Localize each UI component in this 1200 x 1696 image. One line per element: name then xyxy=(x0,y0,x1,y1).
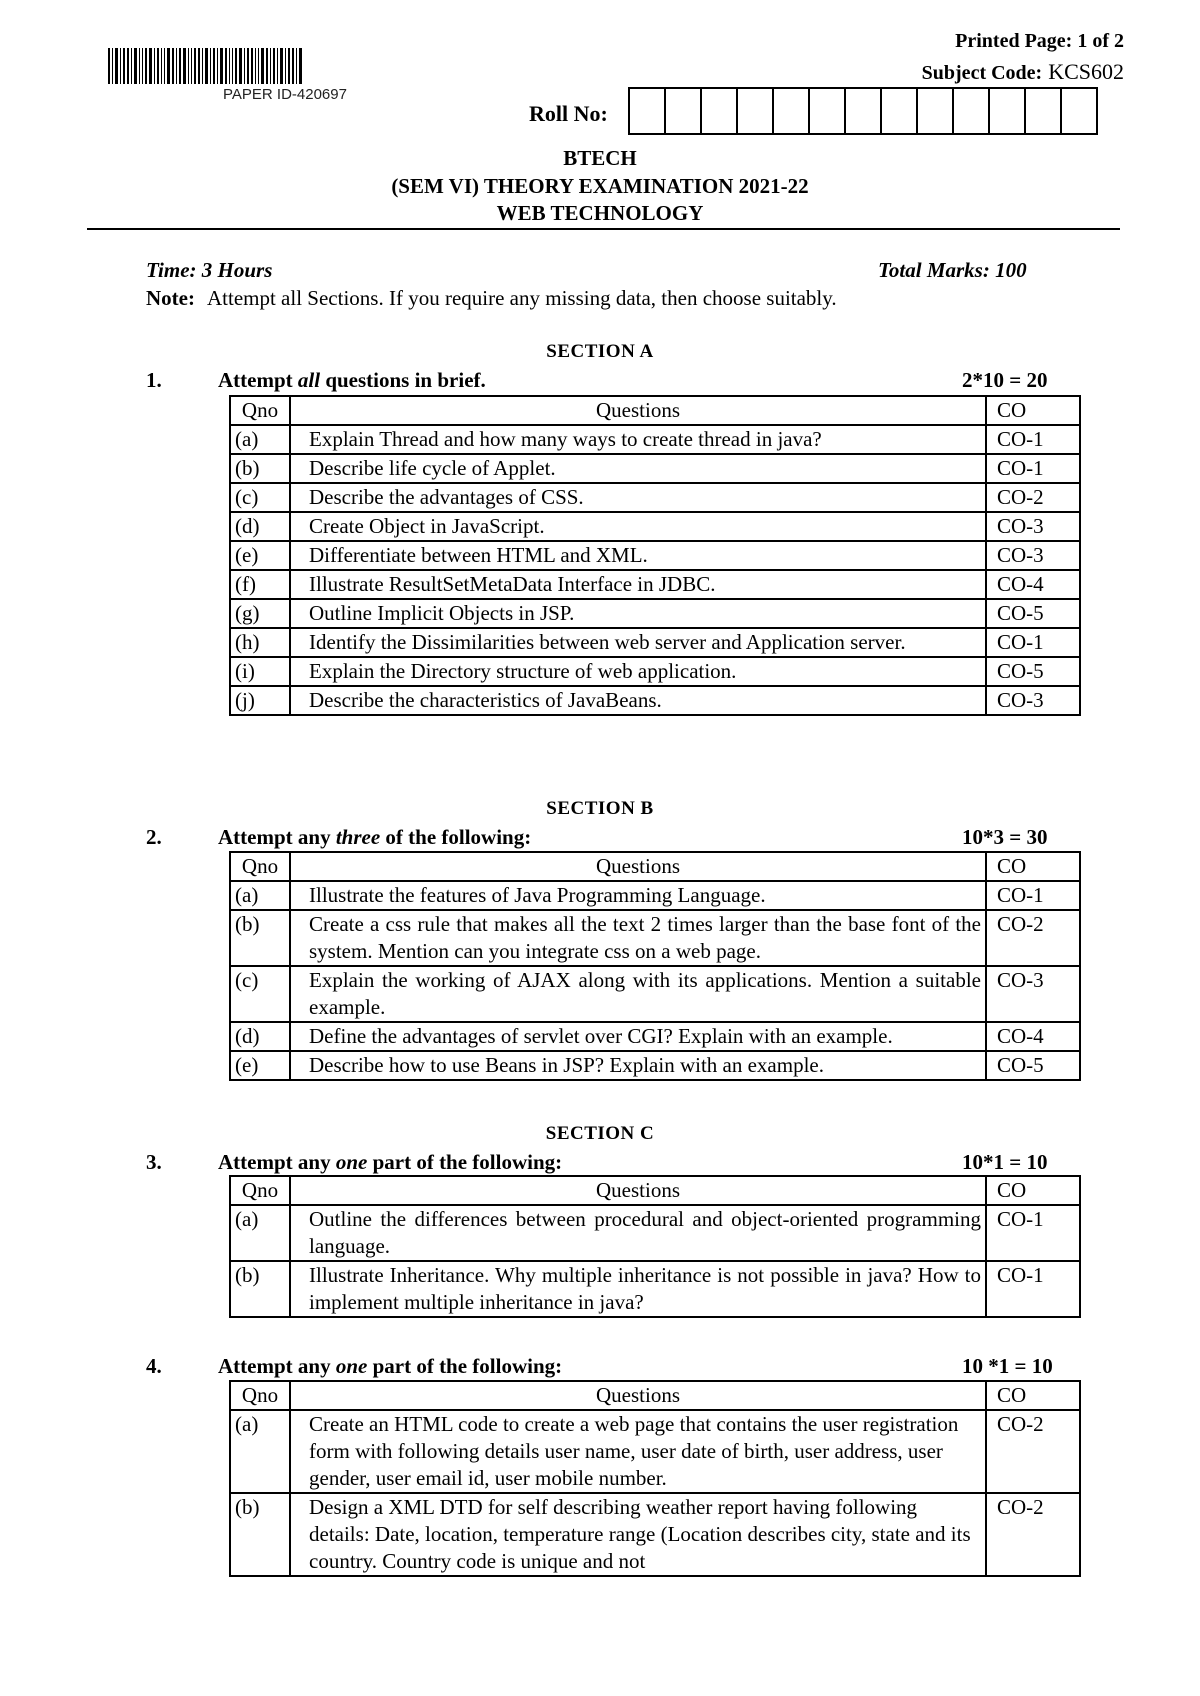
table-row xyxy=(230,483,1080,512)
table-row xyxy=(230,628,1080,657)
q4-marks: 10 *1 = 10 xyxy=(962,1354,1053,1378)
question-text: Identify the Dissimilarities between web server and Application server. xyxy=(290,628,986,657)
course-outcome: CO-1 xyxy=(986,1205,1080,1261)
roll-number-box[interactable] xyxy=(810,89,846,133)
subject-code-value: KCS602 xyxy=(1048,59,1124,84)
qno-header: Qno xyxy=(230,1176,290,1205)
paper-id: PAPER ID-420697 xyxy=(223,86,347,103)
question-label: (c) xyxy=(230,966,290,1022)
table-row xyxy=(230,1205,1080,1261)
course-outcome: CO-1 xyxy=(986,1261,1080,1317)
course-outcome: CO-2 xyxy=(986,1410,1080,1493)
question-text: Create an HTML code to create a web page that contains the user registration form with following details user name, user date of birth, user address, user gender, user email id, user mobile number. xyxy=(290,1410,986,1493)
note-text: Attempt all Sections. If you require any missing data, then choose suitably. xyxy=(206,286,837,310)
roll-number-box[interactable] xyxy=(954,89,990,133)
question-label: (c) xyxy=(230,483,290,512)
question-label: (i) xyxy=(230,657,290,686)
question-text: Describe the characteristics of JavaBeans. xyxy=(290,686,986,715)
qno-header: Qno xyxy=(230,852,290,881)
questions-header: Questions xyxy=(290,396,986,425)
question-label: (b) xyxy=(230,454,290,483)
course-outcome: CO-1 xyxy=(986,454,1080,483)
q4-table xyxy=(229,1380,1081,1577)
questions-header: Questions xyxy=(290,1381,986,1410)
section-a-title: SECTION A xyxy=(546,341,654,362)
question-text: Illustrate the features of Java Programming Language. xyxy=(290,881,986,910)
exam-time: Time: 3 Hours xyxy=(146,258,273,282)
q2-marks: 10*3 = 30 xyxy=(962,825,1048,849)
question-text: Outline Implicit Objects in JSP. xyxy=(290,599,986,628)
question-label: (e) xyxy=(230,541,290,570)
course-outcome: CO-1 xyxy=(986,628,1080,657)
question-text: Illustrate Inheritance. Why multiple inheritance is not possible in java? How to implement multiple inheritance in java? xyxy=(290,1261,986,1317)
question-text: Illustrate ResultSetMetaData Interface in JDBC. xyxy=(290,570,986,599)
course-outcome: CO-5 xyxy=(986,657,1080,686)
exam-name: (SEM VI) THEORY EXAMINATION 2021-22 xyxy=(391,174,809,198)
course-outcome: CO-2 xyxy=(986,1493,1080,1576)
question-text: Create Object in JavaScript. xyxy=(290,512,986,541)
roll-number-box[interactable] xyxy=(1026,89,1062,133)
roll-number-box[interactable] xyxy=(630,89,666,133)
roll-number-box[interactable] xyxy=(666,89,702,133)
question-text: Define the advantages of servlet over CGI? Explain with an example. xyxy=(290,1022,986,1051)
table-row xyxy=(230,1493,1080,1576)
subject-code xyxy=(922,59,1124,85)
question-text: Describe the advantages of CSS. xyxy=(290,483,986,512)
q3-marks: 10*1 = 10 xyxy=(962,1150,1048,1174)
q1-instruction: Attempt all questions in brief. xyxy=(218,368,486,392)
table-row xyxy=(230,425,1080,454)
question-label: (b) xyxy=(230,1261,290,1317)
table-row xyxy=(230,657,1080,686)
course-outcome: CO-3 xyxy=(986,512,1080,541)
q1-marks: 2*10 = 20 xyxy=(962,368,1048,392)
table-row xyxy=(230,966,1080,1022)
question-text: Explain the working of AJAX along with its applications. Mention a suitable example. xyxy=(290,966,986,1022)
section-a-table xyxy=(229,395,1081,716)
co-header: CO xyxy=(986,1381,1080,1410)
roll-number-label: Roll No: xyxy=(529,101,608,126)
question-label: (j) xyxy=(230,686,290,715)
questions-header: Questions xyxy=(290,1176,986,1205)
q3-instruction: Attempt any one part of the following: xyxy=(218,1150,563,1174)
note xyxy=(146,286,837,311)
course-outcome: CO-5 xyxy=(986,599,1080,628)
table-row xyxy=(230,881,1080,910)
roll-number-box[interactable] xyxy=(918,89,954,133)
table-row xyxy=(230,599,1080,628)
table-header-row xyxy=(230,1381,1080,1410)
q4-instruction: Attempt any one part of the following: xyxy=(218,1354,563,1378)
question-label: (a) xyxy=(230,425,290,454)
qno-header: Qno xyxy=(230,396,290,425)
question-label: (a) xyxy=(230,1410,290,1493)
roll-number-box[interactable] xyxy=(1062,89,1098,133)
question-label: (d) xyxy=(230,512,290,541)
course-outcome: CO-1 xyxy=(986,881,1080,910)
section-c-title: SECTION C xyxy=(545,1123,655,1144)
course-outcome: CO-5 xyxy=(986,1051,1080,1080)
course-name: BTECH xyxy=(563,146,637,170)
question-text: Describe life cycle of Applet. xyxy=(290,454,986,483)
question-label: (d) xyxy=(230,1022,290,1051)
header-divider xyxy=(87,228,1120,230)
course-outcome: CO-2 xyxy=(986,483,1080,512)
section-b-table xyxy=(229,851,1081,1081)
course-outcome: CO-1 xyxy=(986,425,1080,454)
question-text: Create a css rule that makes all the text 2 times larger than the base font of the system. Mention can you integrate css on a web page. xyxy=(290,910,986,966)
subject-name: WEB TECHNOLOGY xyxy=(496,201,704,225)
table-row xyxy=(230,1051,1080,1080)
questions-header: Questions xyxy=(290,852,986,881)
question-text: Differentiate between HTML and XML. xyxy=(290,541,986,570)
question-text: Outline the differences between procedural and object-oriented programming language. xyxy=(290,1205,986,1261)
question-text: Explain the Directory structure of web application. xyxy=(290,657,986,686)
course-outcome: CO-2 xyxy=(986,910,1080,966)
barcode xyxy=(108,48,470,84)
note-label: Note: xyxy=(146,286,195,310)
q4-number: 4. xyxy=(146,1354,162,1378)
question-label: (a) xyxy=(230,881,290,910)
co-header: CO xyxy=(986,396,1080,425)
course-outcome: CO-3 xyxy=(986,966,1080,1022)
roll-number-box[interactable] xyxy=(846,89,882,133)
q3-number: 3. xyxy=(146,1150,162,1174)
question-label: (h) xyxy=(230,628,290,657)
printed-page: Printed Page: 1 of 2 xyxy=(955,30,1124,52)
roll-number-boxes[interactable] xyxy=(628,87,1098,135)
roll-number-box[interactable] xyxy=(882,89,918,133)
course-outcome: CO-4 xyxy=(986,1022,1080,1051)
roll-number-box[interactable] xyxy=(738,89,774,133)
table-row xyxy=(230,512,1080,541)
table-row xyxy=(230,1410,1080,1493)
roll-number-box[interactable] xyxy=(990,89,1026,133)
course-outcome: CO-3 xyxy=(986,541,1080,570)
roll-number-box[interactable] xyxy=(774,89,810,133)
qno-header: Qno xyxy=(230,1381,290,1410)
co-header: CO xyxy=(986,1176,1080,1205)
section-b-title: SECTION B xyxy=(546,798,654,819)
question-label: (a) xyxy=(230,1205,290,1261)
subject-code-label: Subject Code: xyxy=(921,62,1043,84)
table-row xyxy=(230,541,1080,570)
roll-number-box[interactable] xyxy=(702,89,738,133)
course-outcome: CO-3 xyxy=(986,686,1080,715)
co-header: CO xyxy=(986,852,1080,881)
course-outcome: CO-4 xyxy=(986,570,1080,599)
table-header-row xyxy=(230,396,1080,425)
question-label: (b) xyxy=(230,1493,290,1576)
table-row xyxy=(230,686,1080,715)
question-label: (f) xyxy=(230,570,290,599)
table-header-row xyxy=(230,852,1080,881)
table-row xyxy=(230,570,1080,599)
question-text: Design a XML DTD for self describing weather report having following details: Date, location, temperature range (Location describes city, state and its country. Country code is unique and not xyxy=(290,1493,986,1576)
question-label: (b) xyxy=(230,910,290,966)
table-row xyxy=(230,1022,1080,1051)
table-header-row xyxy=(230,1176,1080,1205)
q3-table xyxy=(229,1175,1081,1318)
q1-number: 1. xyxy=(146,368,162,392)
table-row xyxy=(230,910,1080,966)
total-marks: Total Marks: 100 xyxy=(878,258,1027,282)
table-row xyxy=(230,454,1080,483)
question-label: (e) xyxy=(230,1051,290,1080)
question-text: Describe how to use Beans in JSP? Explain with an example. xyxy=(290,1051,986,1080)
question-text: Explain Thread and how many ways to create thread in java? xyxy=(290,425,986,454)
question-label: (g) xyxy=(230,599,290,628)
q2-number: 2. xyxy=(146,825,162,849)
q2-instruction: Attempt any three of the following: xyxy=(218,825,532,849)
table-row xyxy=(230,1261,1080,1317)
